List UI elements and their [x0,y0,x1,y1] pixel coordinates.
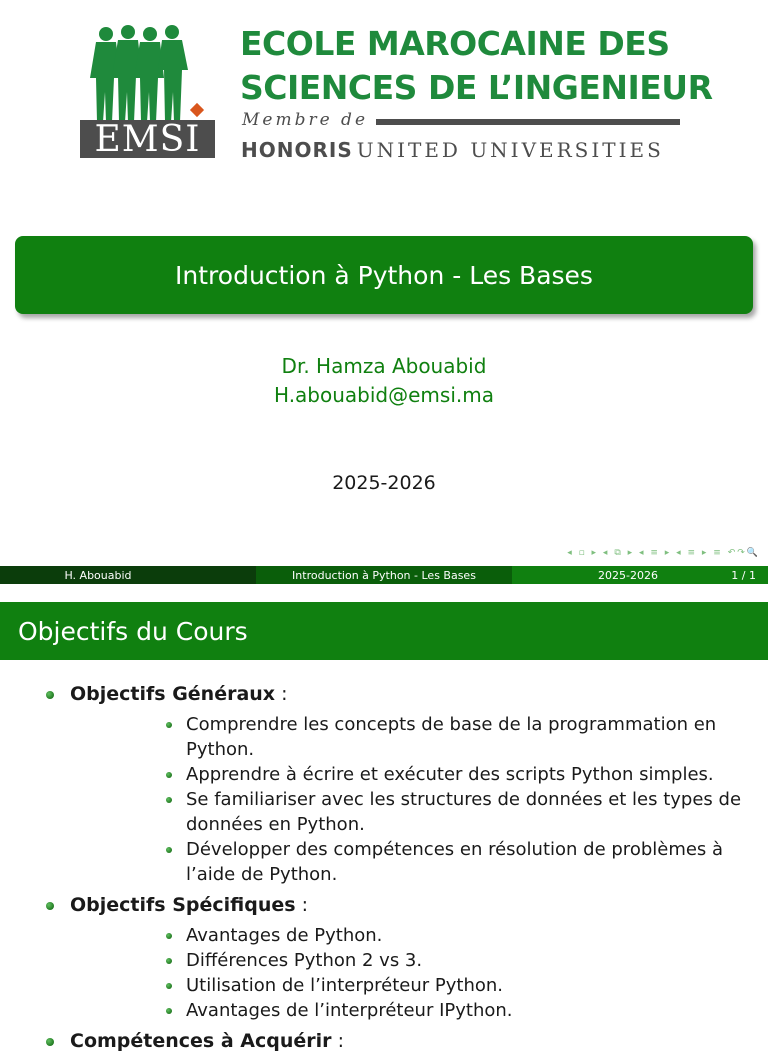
footer-page-number: 1 / 1 [731,568,756,582]
list-item [70,973,768,998]
footer-date: 2025-2026 [598,568,658,582]
list-item [70,787,768,837]
list-item-text: Apprendre à écrire et exécuter des scripts Python simples. [186,764,714,785]
sublist [70,923,768,1023]
list-item [0,682,768,887]
section-heading: Objectifs Généraux [70,683,276,705]
beamer-navigation-icons[interactable]: ◂ ▫ ▸ ◂ ⧉ ▸ ◂ ≡ ▸ ◂ ≡ ▸ ≡ ↶↷🔍 [567,548,760,558]
bullet-icon [166,772,172,778]
emsi-logo-box: EMSI [80,120,215,158]
footer-author: H. Abouabid [0,566,256,584]
list-item [0,1029,768,1054]
presentation-title-box [15,236,753,314]
objectives-list [0,682,768,1060]
list-item [70,923,768,948]
list-item [70,837,768,887]
slide-footer [0,566,768,584]
list-item-text: Utilisation de l’interpréteur Python. [186,975,504,996]
list-item-text: Avantages de Python. [186,925,383,946]
list-item [0,893,768,1023]
list-item [70,998,768,1023]
section-suffix: : [331,1030,344,1052]
footer-title: Introduction à Python - Les Bases [256,566,512,584]
bullet-icon [166,933,172,939]
list-item [70,762,768,787]
bullet-icon [166,797,172,803]
frame-title: Objectifs du Cours [0,602,768,660]
honoris-rest: UNITED UNIVERSITIES [356,138,664,162]
list-item [70,948,768,973]
academic-year: 2025-2026 [332,472,436,494]
bullet-icon [166,958,172,964]
footer-date-page [512,566,768,584]
school-name-line1: ECOLE MAROCAINE DES [240,24,670,63]
membre-divider [376,119,680,125]
bullet-icon [46,902,54,910]
section-suffix: : [275,683,288,705]
presentation-title: Introduction à Python - Les Bases [175,260,593,290]
list-item [70,712,768,762]
bullet-icon [166,1008,172,1014]
list-item-text: Comprendre les concepts de base de la programmation en Python. [186,714,717,760]
section-heading: Objectifs Spécifiques [70,894,296,916]
school-name-line2: SCIENCES DE L’INGENIEUR [240,68,713,107]
objectives-slide [0,602,768,1052]
bullet-icon [166,847,172,853]
list-item-text: Développer des compétences en résolution de problèmes à l’aide de Python. [186,839,724,885]
author-email[interactable]: H.abouabid@emsi.ma [274,383,494,407]
bullet-icon [166,983,172,989]
list-item-text: Avantages de l’interpréteur IPython. [186,1000,513,1021]
list-item-text: Différences Python 2 vs 3. [186,950,423,971]
sublist [70,712,768,887]
membre-de-label: Membre de [242,110,369,130]
bullet-icon [46,691,54,699]
emsi-people-logo-icon [84,24,194,122]
section-suffix: : [295,894,309,916]
author-name: Dr. Hamza Abouabid [281,354,487,378]
honoris-bold: HONORIS [241,138,353,162]
honoris-label [241,138,664,162]
list-item-text: Se familiariser avec les structures de données et les types de données en Python. [186,789,742,835]
bullet-icon [46,1038,54,1046]
section-heading: Compétences à Acquérir [70,1030,332,1052]
bullet-icon [166,722,172,728]
